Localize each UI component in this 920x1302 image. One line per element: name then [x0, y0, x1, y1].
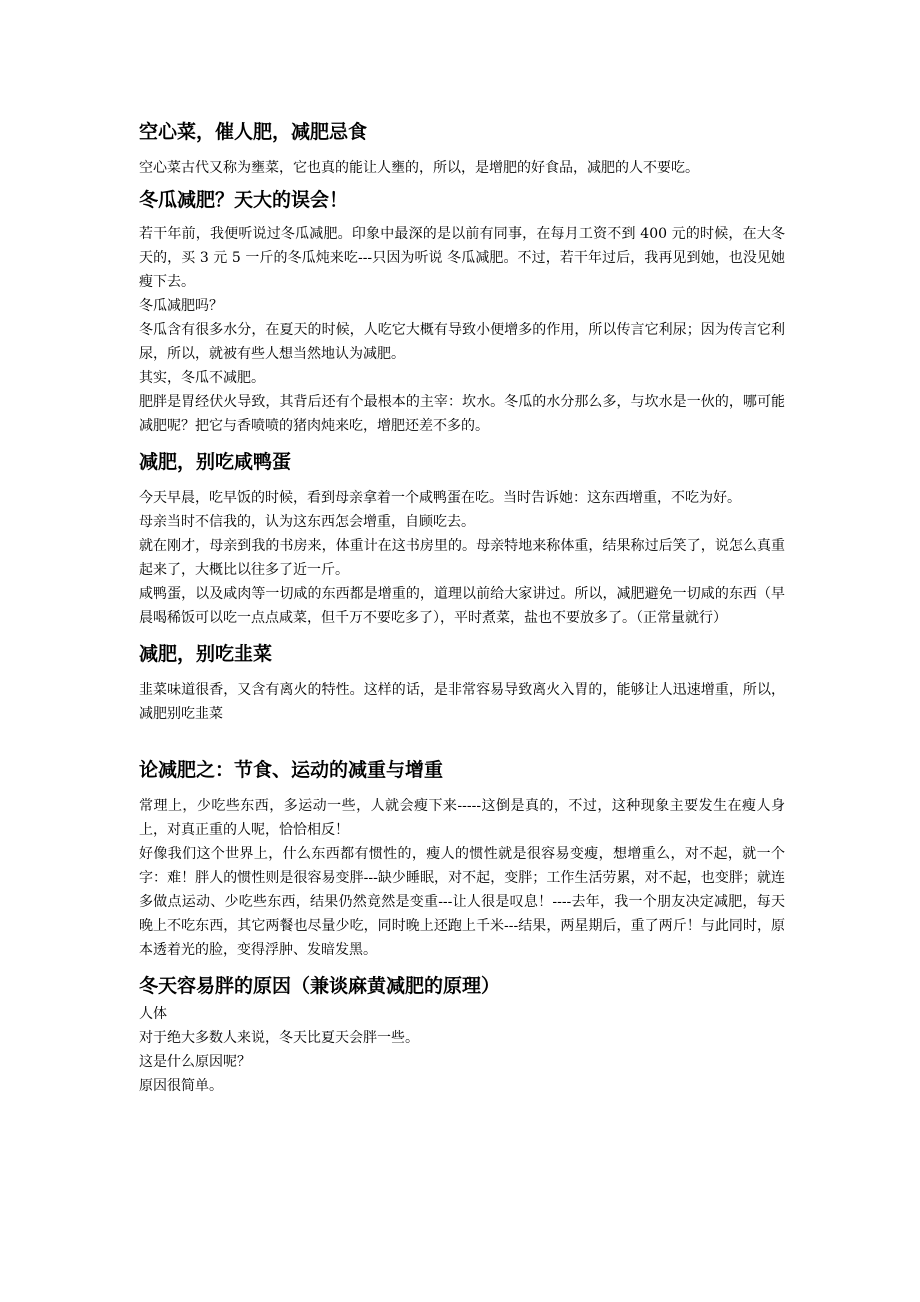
section-winter-melon [139, 186, 785, 438]
section-water-spinach [139, 118, 785, 180]
paragraph: 常理上，少吃些东西，多运动一些，人就会瘦下来-----这倒是真的，不过，这种现象主要发生在瘦人身上，对真正重的人呢，恰恰相反！ [139, 798, 785, 838]
section-heading: 空心菜，催人肥，减肥忌食 [139, 121, 368, 143]
paragraph: 冬瓜减肥吗？ [139, 298, 223, 314]
paragraph: 咸鸭蛋，以及咸肉等一切咸的东西都是增重的，道理以前给大家讲过。所以，减肥避免一切咸的东西（早晨喝稀饭可以吃一点点咸菜，但千万不要吃多了），平时煮菜，盐也不要放多了。（正常量就行） [139, 586, 785, 626]
paragraph: 就在刚才，母亲到我的书房来，体重计在这书房里的。母亲特地来称体重，结果称过后笑了，说怎么真重起来了，大概比以往多了近一斤。 [139, 538, 785, 578]
section-chives [139, 640, 785, 726]
paragraph: 其实，冬瓜不减肥。 [139, 370, 265, 386]
paragraph: 肥胖是胃经伏火导致，其背后还有个最根本的主宰：坎水。冬瓜的水分那么多，与坎水是一伙的，哪可能减肥呢？把它与香喷喷的猪肉炖来吃，增肥还差不多的。 [139, 394, 785, 434]
paragraph: 若干年前，我便听说过冬瓜减肥。印象中最深的是以前有同事，在每月工资不到 400 元的时候，在大冬天的，买 3 元 5 一斤的冬瓜炖来吃---只因为听说 冬瓜减肥。不过，若干年过后，我再见到她，也没见她瘦下去。 [139, 226, 785, 290]
paragraph: 对于绝大多数人来说，冬天比夏天会胖一些。 [139, 1030, 419, 1046]
paragraph: 母亲当时不信我的，认为这东西怎会增重，自顾吃去。 [139, 514, 475, 530]
section-winter-weight [139, 972, 785, 1098]
paragraph: 这是什么原因呢？ [139, 1054, 251, 1070]
section-heading: 减肥，别吃咸鸭蛋 [139, 451, 292, 473]
paragraph: 原因很简单。 [139, 1078, 223, 1094]
section-heading: 减肥，别吃韭菜 [139, 643, 273, 665]
paragraph: 人体 [139, 1006, 167, 1022]
section-salted-duck-egg [139, 448, 785, 630]
paragraph: 今天早晨，吃早饭的时候，看到母亲拿着一个咸鸭蛋在吃。当时告诉她：这东西增重，不吃为好。 [139, 490, 741, 506]
section-diet-exercise [139, 756, 785, 962]
paragraph: 空心菜古代又称为壅菜，它也真的能让人壅的，所以，是增肥的好食品，减肥的人不要吃。 [139, 160, 699, 176]
paragraph: 韭菜味道很香，又含有离火的特性。这样的话，是非常容易导致离火入胃的，能够让人迅速增重，所以，减肥别吃韭菜 [139, 682, 785, 722]
document-page [139, 118, 785, 1098]
section-heading: 冬天容易胖的原因（兼谈麻黄减肥的原理） [139, 975, 501, 997]
section-heading: 论减肥之：节食、运动的减重与增重 [139, 759, 444, 781]
paragraph: 冬瓜含有很多水分，在夏天的时候，人吃它大概有导致小便增多的作用，所以传言它利尿；因为传言它利尿，所以，就被有些人想当然地认为减肥。 [139, 322, 785, 362]
paragraph: 好像我们这个世界上，什么东西都有惯性的，瘦人的惯性就是很容易变瘦，想增重么，对不起，就一个字：难！胖人的惯性则是很容易变胖---缺少睡眠，对不起，变胖；工作生活劳累，对不起，也变胖；就连多做点运动、少吃些东西，结果仍然竟然是变重---让人很是叹息！----去年，我一个朋友决定减肥，每天晚上不吃东西，其它两餐也尽量少吃，同时晚上还跑上千米---结果，两星期后，重了两斤！与此同时，原本透着光的脸，变得浮肿、发暗发黑。 [139, 846, 785, 958]
section-heading: 冬瓜减肥？天大的误会！ [139, 189, 349, 211]
